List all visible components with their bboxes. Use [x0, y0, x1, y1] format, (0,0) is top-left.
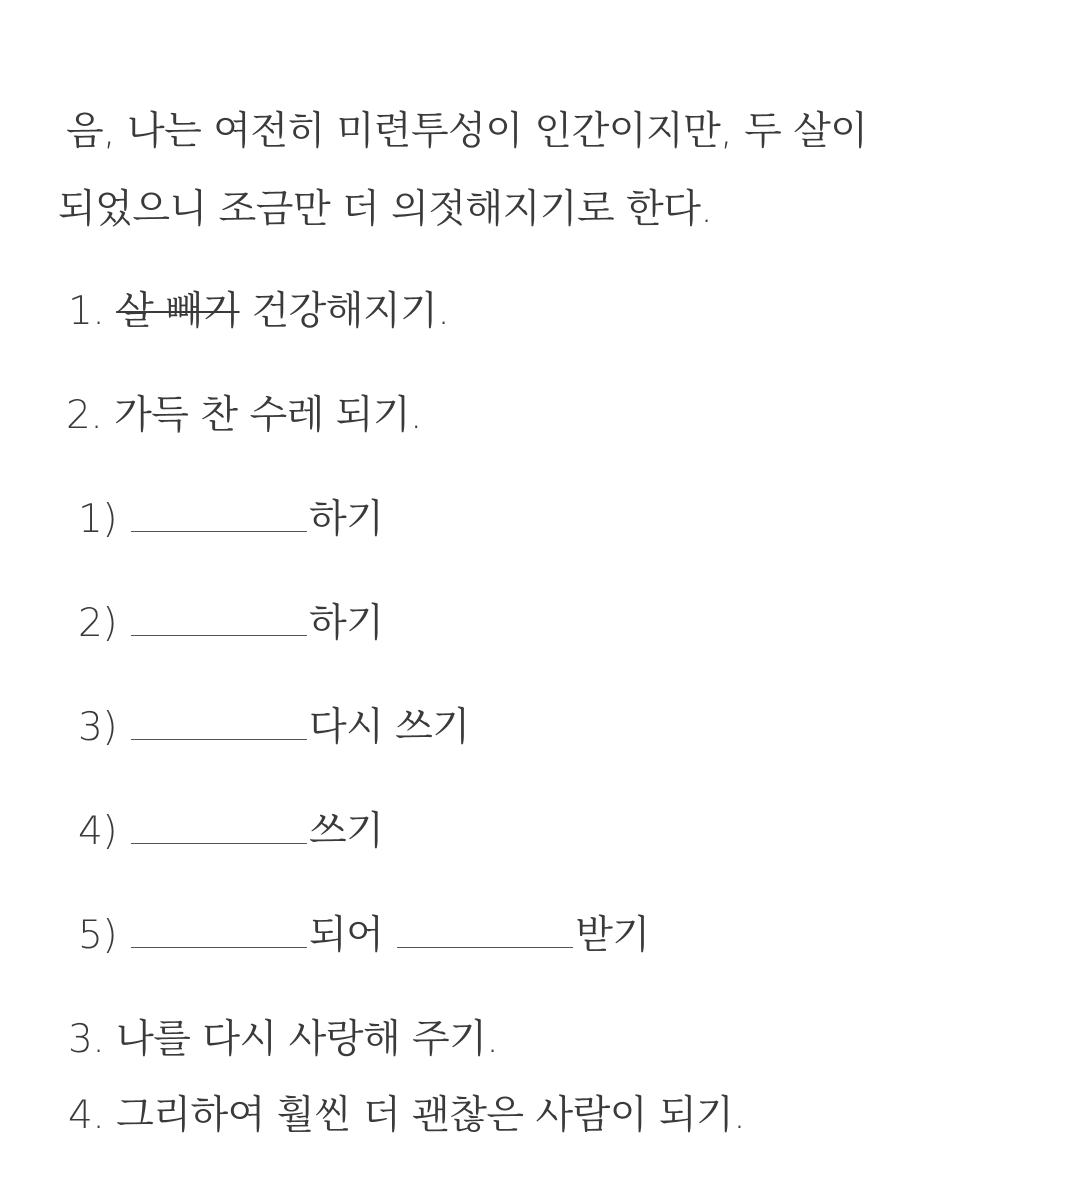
- sub-item-5: [78, 913, 650, 958]
- fill-in-blank: [131, 917, 307, 948]
- sub-item-number: 4): [78, 809, 118, 854]
- sub-item-2: [78, 601, 384, 646]
- sub-item-number: 3): [78, 705, 118, 750]
- list-item-text: 가득 찬 수레 되기.: [114, 393, 422, 438]
- sub-item-text: 하기: [308, 497, 384, 542]
- struck-text: 살 빼기: [116, 289, 240, 334]
- fill-in-blank: [131, 813, 307, 844]
- list-item-2: [66, 393, 422, 438]
- sub-item-4: [78, 809, 384, 854]
- fill-in-blank: [131, 501, 307, 532]
- intro-line-2: 되었으니 조금만 더 의젓해지기로 한다.: [58, 187, 713, 232]
- sub-item-text: 되어: [308, 913, 384, 958]
- sub-item-number: 2): [78, 601, 118, 646]
- list-item-1: [68, 289, 450, 334]
- list-item-number: 1.: [68, 289, 105, 334]
- fill-in-blank: [131, 709, 307, 740]
- sub-item-text-2: 받기: [575, 913, 650, 958]
- list-item-text: 그리하여 훨씬 더 괜찮은 사람이 되기.: [116, 1093, 746, 1138]
- fill-in-blank: [397, 917, 573, 948]
- list-item-number: 4.: [68, 1093, 105, 1138]
- list-item-number: 2.: [66, 393, 103, 438]
- sub-item-3: [78, 705, 470, 750]
- fill-in-blank: [131, 605, 307, 636]
- sub-item-text: 다시 쓰기: [308, 705, 470, 750]
- list-item-4: [68, 1093, 746, 1138]
- sub-item-text: 쓰기: [308, 809, 384, 854]
- list-item-text: 나를 다시 사랑해 주기.: [116, 1017, 499, 1062]
- list-item-number: 3.: [68, 1017, 105, 1062]
- list-item-3: [68, 1017, 499, 1062]
- sub-item-text: 하기: [308, 601, 384, 646]
- sub-item-number: 5): [78, 913, 118, 958]
- sub-item-number: 1): [78, 497, 118, 542]
- intro-line-1: 음, 나는 여전히 미련투성이 인간이지만, 두 살이: [66, 109, 868, 154]
- list-item-text: 건강해지기.: [251, 289, 450, 334]
- sub-item-1: [78, 497, 384, 542]
